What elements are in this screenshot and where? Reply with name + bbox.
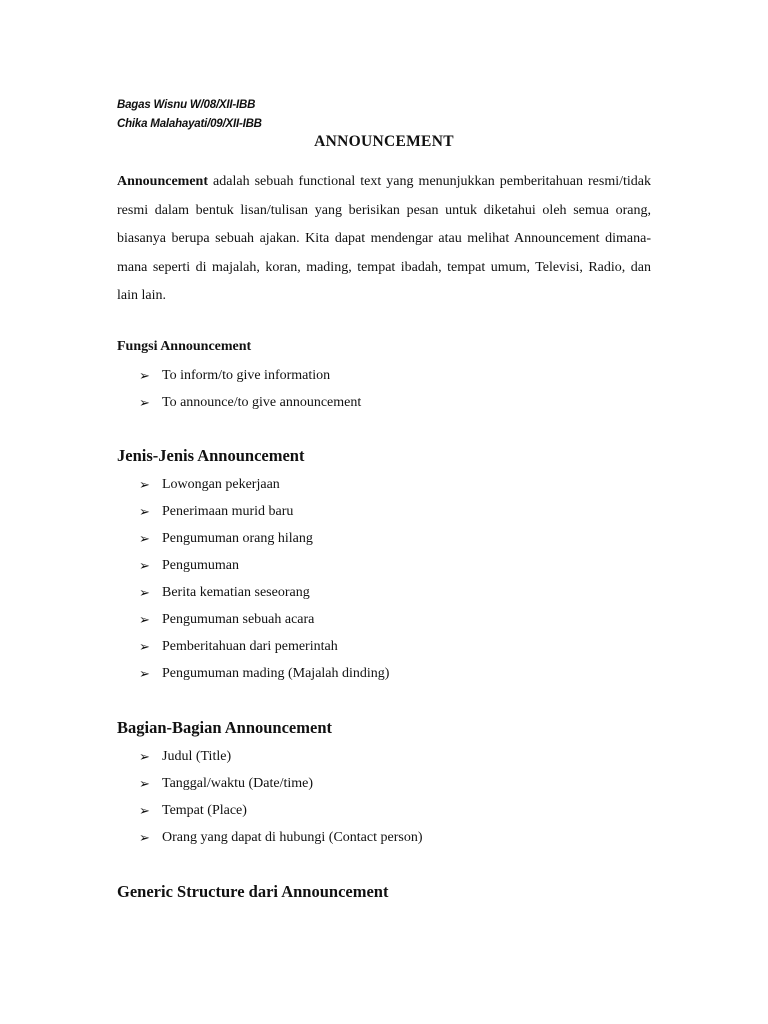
list-item-text: Tempat (Place) [162, 803, 247, 818]
author-line: Chika Malahayati/09/XII-IBB [117, 118, 262, 130]
author-line: Bagas Wisnu W/08/XII-IBB [117, 99, 256, 111]
list-item-text: Pengumuman sebuah acara [162, 612, 315, 627]
list-item-text: Berita kematian seseorang [162, 585, 310, 600]
author-block [117, 96, 262, 134]
list-item-text: To inform/to give information [162, 368, 331, 383]
list-item [139, 747, 423, 774]
arrow-bullet-icon: ➢ [139, 477, 150, 492]
arrow-bullet-icon: ➢ [139, 504, 150, 519]
list-item-text: Pengumuman orang hilang [162, 531, 313, 546]
arrow-bullet-icon: ➢ [139, 612, 150, 627]
arrow-bullet-icon: ➢ [139, 776, 150, 791]
intro-text: adalah sebuah functional text yang menunjukkan pemberitahuan resmi/tidak resmi dalam bentuk lisan/tulisan yang berisikan pesan untuk diketahui oleh semua orang, biasanya berupa sebuah ajakan. Kita dapat mendengar atau melihat Announcement dimana-mana seperti di majalah, koran, mading, tempat ibadah, tempat umum, Televisi, Radio, dan lain lain. [117, 174, 651, 303]
list-item [139, 529, 389, 556]
list-item [139, 556, 389, 583]
list-item-text: Judul (Title) [162, 749, 232, 764]
arrow-bullet-icon: ➢ [139, 585, 150, 600]
arrow-bullet-icon: ➢ [139, 368, 150, 383]
jenis-heading: Jenis-Jenis Announcement [117, 446, 305, 465]
arrow-bullet-icon: ➢ [139, 531, 150, 546]
list-item [139, 828, 423, 855]
bagian-list [139, 747, 423, 855]
list-item [139, 774, 423, 801]
list-item [139, 583, 389, 610]
fungsi-list [139, 366, 361, 420]
bagian-heading: Bagian-Bagian Announcement [117, 718, 332, 737]
list-item [139, 475, 389, 502]
list-item-text: Pemberitahuan dari pemerintah [162, 639, 338, 654]
document-title: ANNOUNCEMENT [314, 133, 454, 150]
list-item-text: Lowongan pekerjaan [162, 477, 280, 492]
fungsi-heading: Fungsi Announcement [117, 339, 252, 354]
list-item-text: Pengumuman mading (Majalah dinding) [162, 666, 390, 681]
list-item-text: Penerimaan murid baru [162, 504, 294, 519]
list-item [139, 664, 389, 691]
list-item-text: Tanggal/waktu (Date/time) [162, 776, 314, 791]
list-item [139, 502, 389, 529]
arrow-bullet-icon: ➢ [139, 666, 150, 681]
list-item [139, 801, 423, 828]
jenis-list [139, 475, 389, 691]
arrow-bullet-icon: ➢ [139, 749, 150, 764]
arrow-bullet-icon: ➢ [139, 639, 150, 654]
intro-paragraph [117, 168, 651, 311]
list-item [139, 366, 361, 393]
list-item [139, 393, 361, 420]
list-item-text: Orang yang dapat di hubungi (Contact person) [162, 830, 423, 845]
arrow-bullet-icon: ➢ [139, 558, 150, 573]
intro-term: Announcement [117, 174, 209, 189]
list-item-text: Pengumuman [162, 558, 239, 573]
generic-structure-heading: Generic Structure dari Announcement [117, 882, 389, 901]
arrow-bullet-icon: ➢ [139, 803, 150, 818]
arrow-bullet-icon: ➢ [139, 830, 150, 845]
list-item-text: To announce/to give announcement [162, 395, 362, 410]
arrow-bullet-icon: ➢ [139, 395, 150, 410]
list-item [139, 637, 389, 664]
list-item [139, 610, 389, 637]
